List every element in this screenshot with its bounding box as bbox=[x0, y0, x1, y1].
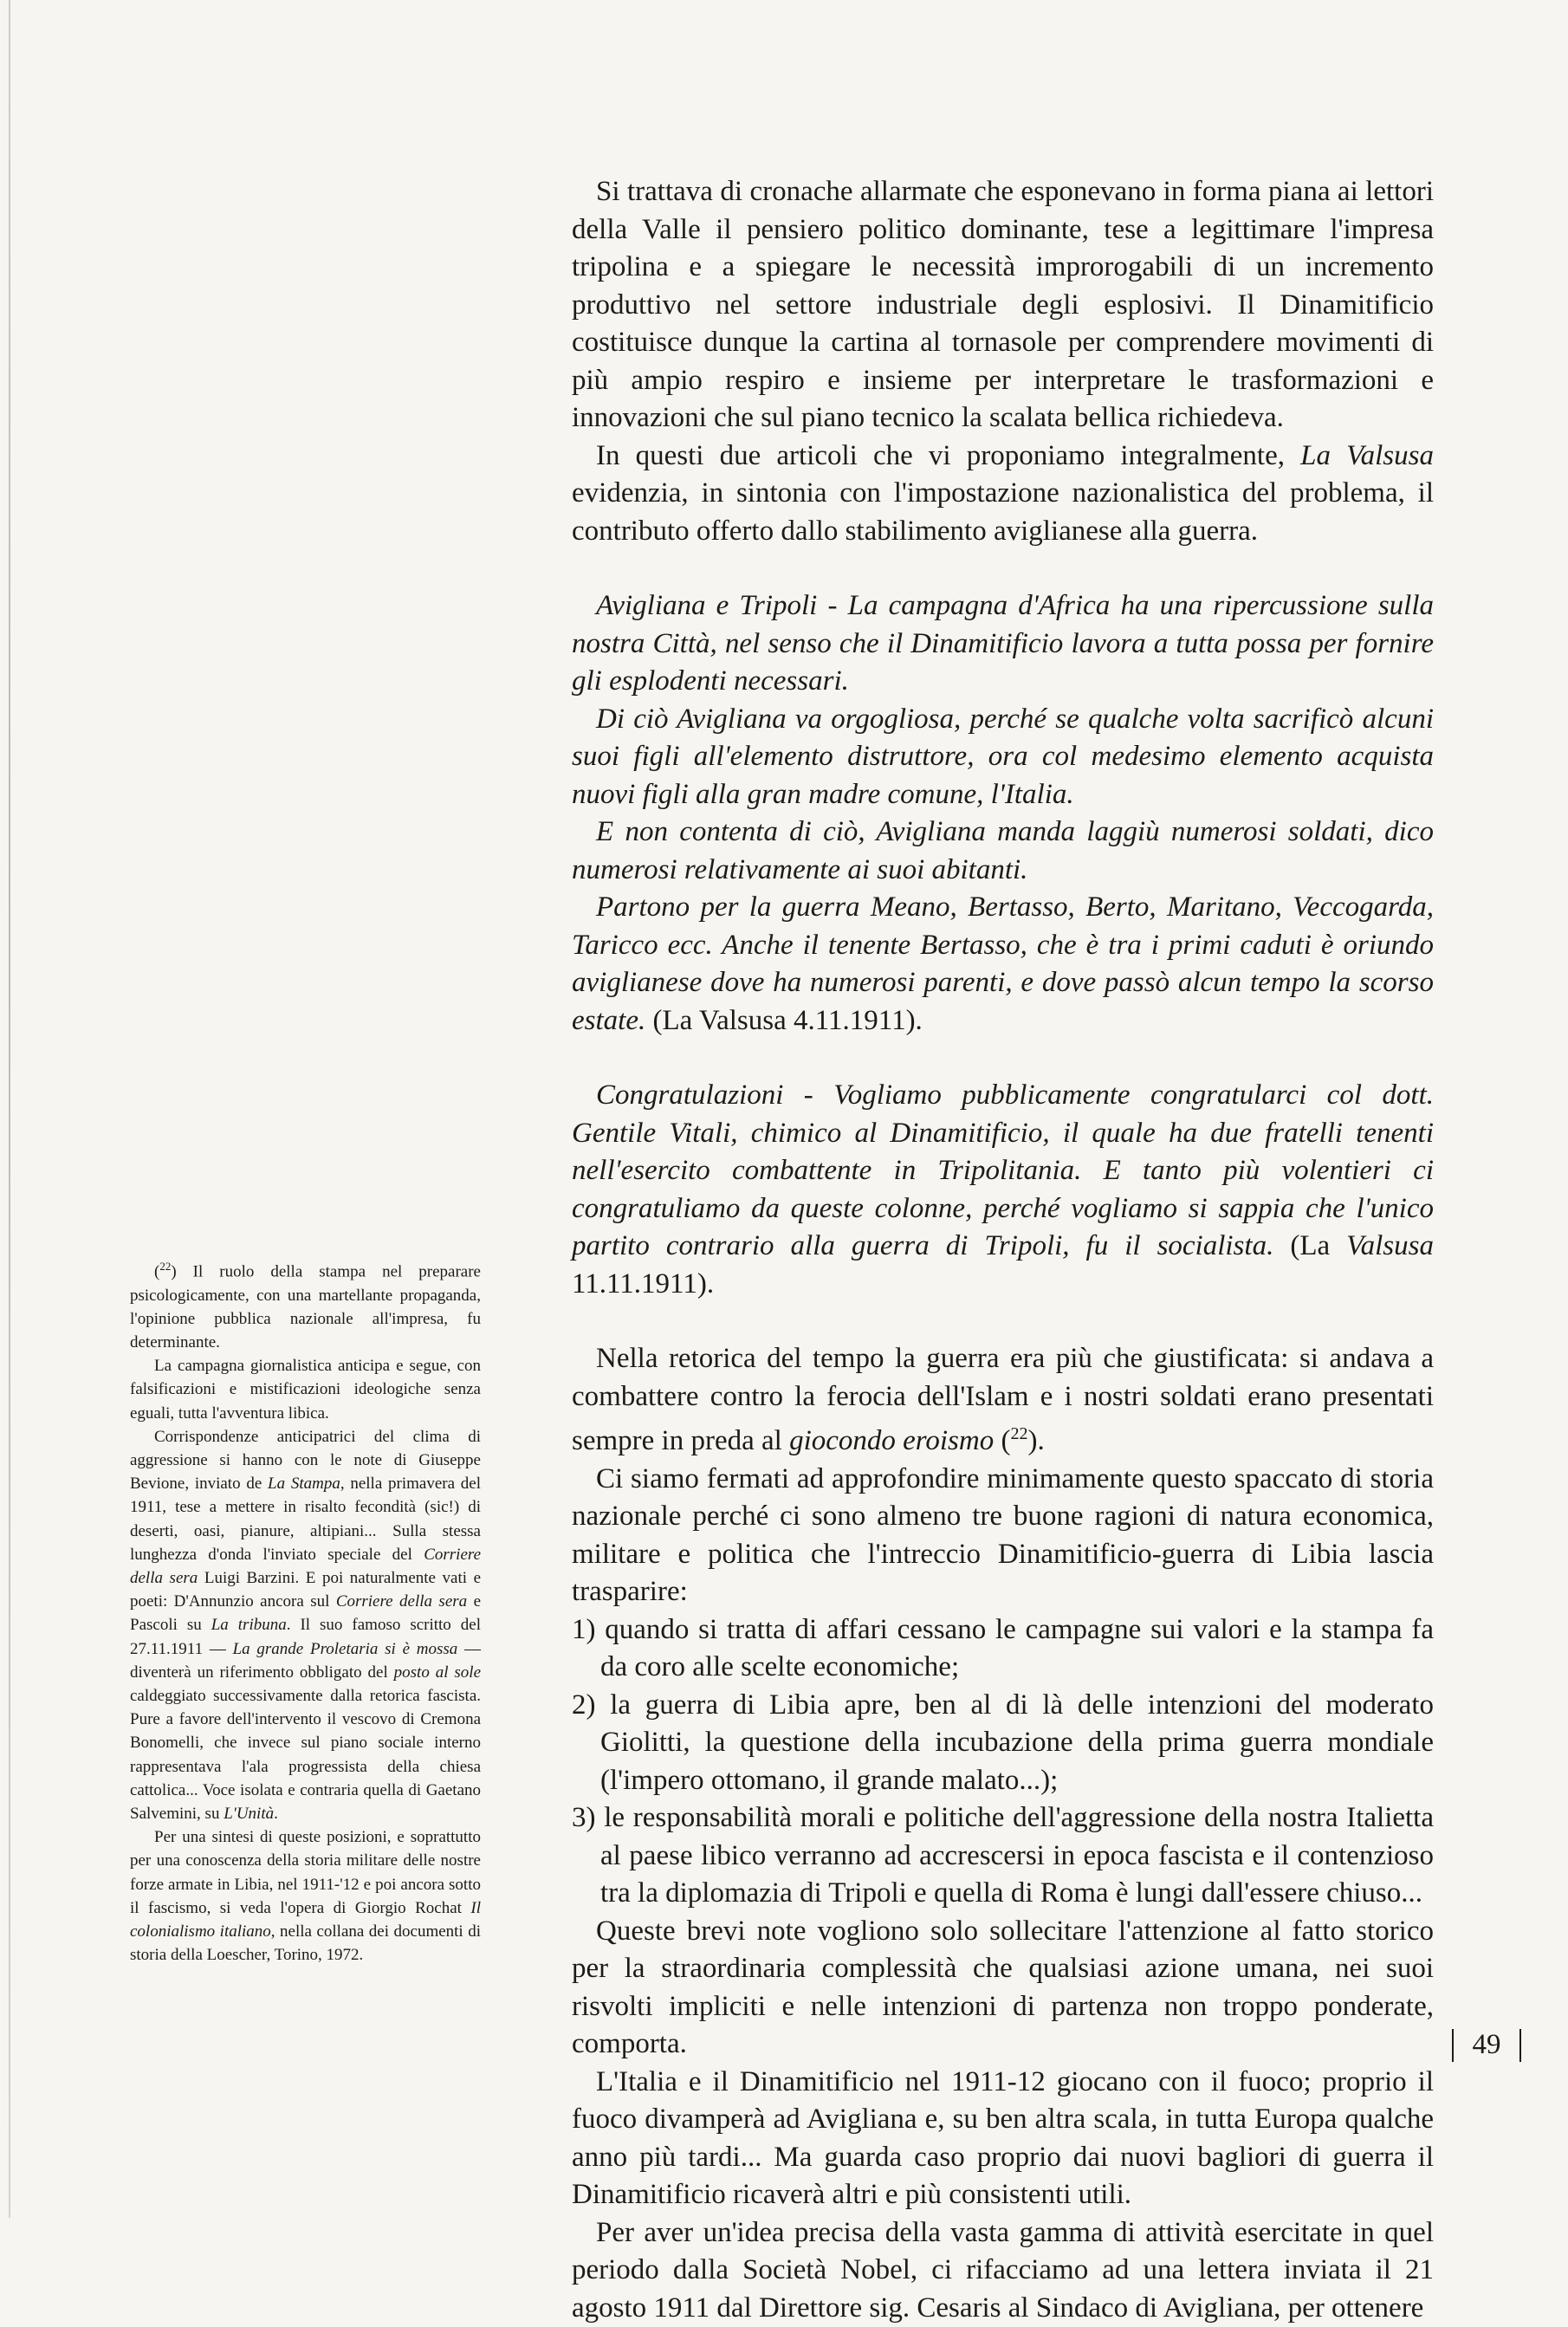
text-span: . bbox=[274, 1805, 278, 1823]
citation-source: (La bbox=[1290, 1230, 1330, 1261]
citation-source: (La Valsusa bbox=[652, 1005, 786, 1036]
list-item-1 bbox=[572, 1611, 1434, 1687]
newspaper-title: La tribuna bbox=[211, 1616, 287, 1634]
citation-source: Valsusa bbox=[1346, 1230, 1434, 1261]
text-span: ) Il ruolo della stampa nel preparare psicologicamente, con una martellante propaganda, l'opinione pubblica nazionale all'impresa, fu determinante. bbox=[130, 1262, 481, 1351]
paragraph-text: Si trattava di cronache allarmate che esponevano in forma piana ai lettori della Valle il pensiero politico dominante, tese a legittimare l'impresa tripolina e a spiegare le necessità improrogabili di un incremento produttivo nel settore industriale degli esplosivi. Il Dinamitificio costituisce dunque la cartina al tornasole per comprendere movimenti di più ampio respiro e insieme per interpretare le trasformazioni e innovazioni che sul piano tecnico la scalata bellica richiedeva. bbox=[572, 176, 1434, 433]
paragraph-text: Queste brevi note vogliono solo sollecitare l'attenzione al fatto storico per la straordinaria complessità che qualsiasi azione umana, nei suoi risvolti impliciti e nelle intenzioni di partenza non troppo ponderate, comporta. bbox=[572, 1915, 1434, 2060]
page-edge-line bbox=[9, 0, 10, 2218]
footnote-paragraph bbox=[130, 1254, 481, 1354]
text-span: e Pascoli su bbox=[130, 1592, 481, 1634]
text-span: ). bbox=[1028, 1425, 1045, 1456]
paragraph-lettera bbox=[572, 2214, 1434, 2327]
text-span: ( bbox=[154, 1262, 159, 1280]
paragraph-text: L'Italia e il Dinamitificio nel 1911-12 giocano con il fuoco; proprio il fuoco divamperà ad Avigliana e, su ben altra scala, in tutta Europa qualche anno più tardi... Ma guarda caso proprio dai nuovi bagliori di guerra il Dinamitificio ricaverà altri e più consistenti utili. bbox=[572, 2066, 1434, 2211]
list-item-text: 2) la guerra di Libia apre, ben al di là delle intenzioni del moderato Giolitti, la questione della incubazione della prima guerra mondiale (l'impero ottomano, il grande malato...); bbox=[572, 1689, 1434, 1796]
citation-date: 4.11.1911). bbox=[787, 1005, 923, 1036]
text-span: evidenzia, in sintonia con l'impostazione nazionalistica del problema, il contributo offerto dallo stabilimento aviglianese alla guerra. bbox=[572, 477, 1434, 547]
text-span: — diventerà un riferimento obbligato del bbox=[130, 1640, 481, 1682]
emphasis-text: posto al sole bbox=[394, 1663, 481, 1682]
paragraph-text: Per aver un'idea precisa della vasta gamma di attività esercitate in quel periodo dalla Società Nobel, ci rifacciamo ad una lettera inviata il 21 agosto 1911 dal Direttore sig. Cesaris al Sindaco di Avigliana, per ottenere bbox=[572, 2217, 1434, 2324]
work-title: La grande Proletaria si è mossa bbox=[233, 1640, 458, 1658]
footnote-reference[interactable]: 22 bbox=[1011, 1424, 1028, 1443]
list-item-text: 1) quando si tratta di affari cessano le campagne sui valori e la stampa fa da coro alle scelte economiche; bbox=[572, 1614, 1434, 1683]
paragraph-cronache bbox=[572, 173, 1434, 438]
quote-text: Congratulazioni - Vogliamo pubblicamente congratularci col dott. Gentile Vitali, chimico al Dinamitificio, il quale ha due fratelli tenenti nell'esercito combattente in Tripolitania. E tanto più volentieri ci congratuliamo da queste colonne, perché vogliamo si sappia che l'unico partito contrario alla guerra di Tripoli, fu il socialista. bbox=[572, 1079, 1434, 1261]
citation-date: 11.11.1911). bbox=[572, 1268, 714, 1300]
main-text-column bbox=[572, 173, 1434, 2327]
paragraph-articoli bbox=[572, 438, 1434, 551]
text-span: Corrispondenze anticipatrici del clima di aggressione si hanno con le note di Giuseppe Bevione, inviato de bbox=[130, 1428, 481, 1493]
quote-text: Di ciò Avigliana va orgogliosa, perché se qualche volta sacrificò alcuni suoi figli all'elemento distruttore, ora col medesimo elemento acquista nuovi figli alla gran madre comune, l'Italia. bbox=[572, 703, 1434, 810]
emphasis-text: giocondo eroismo bbox=[789, 1425, 994, 1456]
text-span: Nella retorica del tempo la guerra era più che giustificata: si andava a combattere contro la ferocia dell'Islam e i nostri soldati erano presentati sempre in preda al bbox=[572, 1343, 1434, 1456]
newspaper-title: Corriere della sera bbox=[336, 1592, 467, 1611]
newspaper-title: L'Unità bbox=[224, 1805, 274, 1823]
quote-orgogliosa bbox=[572, 701, 1434, 814]
text-span: , nella primavera del 1911, tese a mettere in risalto fecondità (sic!) di deserti, oasi, pianure, altipiani... Sulla stessa lunghezza d'onda l'inviato speciale del bbox=[130, 1475, 481, 1564]
text-span: Per una sintesi di queste posizioni, e soprattutto per una conoscenza della storia militare delle nostre forze armate in Libia, nel 1911-'12 e poi ancora sotto il fascismo, si veda l'opera di Giorgio Rochat bbox=[130, 1828, 481, 1917]
quote-soldati bbox=[572, 813, 1434, 889]
paragraph-note bbox=[572, 1913, 1434, 2064]
footnote-number: 22 bbox=[159, 1260, 171, 1273]
paragraph-retorica bbox=[572, 1340, 1434, 1461]
list-item-text: 3) le responsabilità morali e politiche dell'aggressione della nostra Italietta al paese libico verranno ad accrescersi in epoca fascista e il contenzioso tra la diplomazia di Tripoli e quella di Roma è lungi dall'essere chiuso... bbox=[572, 1802, 1434, 1909]
footnote-paragraph bbox=[130, 1825, 481, 1967]
paragraph-text: Ci siamo fermati ad approfondire minimamente questo spaccato di storia nazionale perché ci sono almeno tre buone ragioni di natura economica, militare e politica che l'intreccio Dinamitificio-guerra di Libia lascia trasparire: bbox=[572, 1463, 1434, 1608]
text-span: ( bbox=[994, 1425, 1010, 1456]
quote-partono bbox=[572, 889, 1434, 1040]
book-title: Il colonialismo italiano bbox=[130, 1899, 481, 1941]
footnote-22 bbox=[130, 1254, 481, 1967]
quote-text: Avigliana e Tripoli - La campagna d'Africa ha una ripercussione sulla nostra Città, nel senso che il Dinamitificio lavora a tutta possa per fornire gli esplodenti necessari. bbox=[572, 590, 1434, 697]
newspaper-title: Corriere della sera bbox=[130, 1546, 481, 1587]
list-item-3 bbox=[572, 1799, 1434, 1913]
newspaper-title: La Stampa bbox=[268, 1475, 340, 1493]
text-span: caldeggiato successivamente dalla retorica fascista. Pure a favore dell'intervento il vescovo di Cremona Bonomelli, che invece sul piano sociale interno rappresentava l'ala progressista della chiesa cattolica... Voce isolata e contraria quella di Gaetano Salvemini, su bbox=[130, 1687, 481, 1823]
page-number: 49 bbox=[1452, 2026, 1521, 2064]
text-span: In questi due articoli che vi proponiamo integralmente, bbox=[596, 440, 1300, 471]
quote-text: E non contenta di ciò, Avigliana manda laggiù numerosi soldati, dico numerosi relativamente ai suoi abitanti. bbox=[572, 816, 1434, 885]
text-span: Luigi Barzini. E poi naturalmente vati e poeti: D'Annunzio ancora sul bbox=[130, 1569, 481, 1611]
text-span: . Il suo famoso scritto del 27.11.1911 — bbox=[130, 1616, 481, 1657]
text-span: , nella collana dei documenti di storia della Loescher, Torino, 1972. bbox=[130, 1922, 481, 1964]
quote-congratulazioni bbox=[572, 1077, 1434, 1303]
footnote-paragraph bbox=[130, 1354, 481, 1425]
quote-avigliana-tripoli bbox=[572, 587, 1434, 701]
paragraph-spaccato bbox=[572, 1461, 1434, 1611]
list-item-2 bbox=[572, 1687, 1434, 1800]
text-span: La campagna giornalistica anticipa e segue, con falsificazioni e mistificazioni ideologiche senza eguali, tutta l'avventura libica. bbox=[130, 1357, 481, 1422]
newspaper-title: La Valsusa bbox=[1300, 440, 1434, 471]
footnote-paragraph bbox=[130, 1425, 481, 1825]
paragraph-fuoco bbox=[572, 2064, 1434, 2214]
quote-text: Partono per la guerra Meano, Bertasso, Berto, Maritano, Veccogarda, Taricco ecc. Anche il tenente Bertasso, che è tra i primi caduti è oriundo aviglianese dove ha numerosi parenti, e dove passò alcun tempo la scorso estate. bbox=[572, 891, 1434, 1036]
